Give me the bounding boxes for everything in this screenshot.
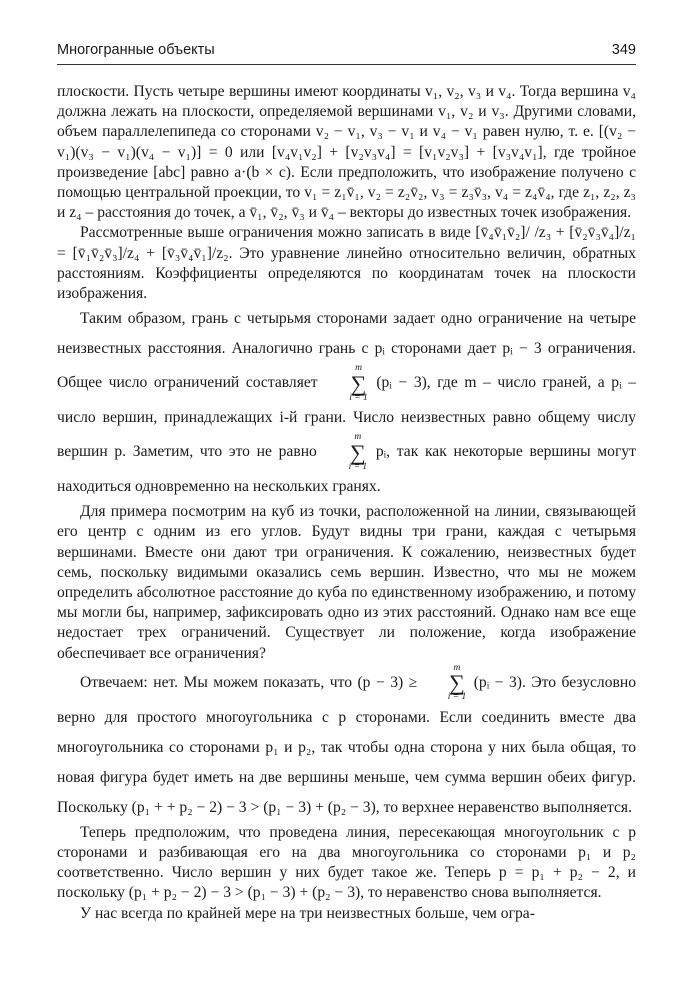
page-body xyxy=(57,82,636,924)
summation-symbol xyxy=(326,364,368,403)
paragraph-3-part-c: pᵢ, так как некоторые вершины могут находиться одновременно на нескольких гранях. xyxy=(57,443,636,496)
paragraph-1: плоскости. Пусть четыре вершины имеют координаты v₁, v₂, v₃ и v₄. Тогда вершина v₄ должна лежать на плоскости, определяемой вершинами v₁, v₂ и v₃. Другими словами, объем параллелепипеда со сторонами v₂ − v₁, v₃ − v₁ и v₄ − v₁ равен нулю, т. е. [(v₂ − v₁)(v₃ − v₁)(v₄ − v₁)] = 0 или [v₄v₁v₂] + [v₂v₃v₄] = [v₁v₂v₃] + [v₃v₄v₁], где тройное произведение [abc] равно a·(b × c). Если предположить, что изображение получено с помощью центральной проекции, то v₁ = z₁v̄₁, v₂ = z₂v̄₂, v₃ = z₃v̄₃, v₄ = z₄v̄₄, где z₁, z₂, z₃ и z₄ – расстояния до точек, а v̄₁, v̄₂, v̄₃ и v̄₄ – векторы до известных точек изображения. xyxy=(57,83,636,222)
page-number: 349 xyxy=(611,42,636,58)
paragraph-3 xyxy=(57,304,636,502)
sum-sigma: ∑ xyxy=(350,439,366,465)
paragraph-3-part-a: Таким образом, грань с четырьмя сторонами задает одно ограничение на четыре неизвестных расстояния. Аналогично грань с pᵢ сторонами дает pᵢ − 3 ограничения. Общее число ограничений составляет xyxy=(57,310,636,392)
summation-symbol xyxy=(425,664,467,703)
sum-upper-limit: m xyxy=(355,363,362,374)
sum-lower-limit: i = 1 xyxy=(447,692,467,703)
running-header xyxy=(57,40,636,65)
paragraph-7: У нас всегда по крайней мере на три неизвестных больше, чем огра- xyxy=(80,904,535,922)
sum-upper-limit: m xyxy=(453,662,461,673)
summation-symbol xyxy=(326,433,368,472)
paragraph-2: Рассмотренные выше ограничения можно записать в виде [v̄₄v̄₁v̄₂]/ /z₃ + [v̄₂v̄₃v̄₄]/z₁ = [v̄₁v̄₂v̄₃]/z₄ + [v̄₃v̄₄v̄₁]/z₂. Это уравнение линейно относительно величин, обратных расстояниям. Коэффициенты определяются по координатам точек на плоскости изображения. xyxy=(57,224,636,303)
paragraph-5-part-a: Отвечаем: нет. Мы можем показать, что (p − 3) ≥ xyxy=(80,673,418,691)
paragraph-5-part-b: (pᵢ − 3). Это безусловно верно для простого многоугольника с p сторонами. Если соединить вместе два многоугольника со сторонами p₁ и p₂, так чтобы одна сторона у них была общая, то новая фигура будет иметь на две вершины меньше, чем сумма вершин обеих фигур. Поскольку (p₁ + + p₂ − 2) − 3 > (p₁ − 3) + (p₂ − 3), то верхнее неравенство выполняется. xyxy=(57,673,636,816)
paragraph-5 xyxy=(57,664,636,823)
sum-upper-limit: m xyxy=(354,432,362,443)
sum-sigma: ∑ xyxy=(449,670,465,696)
sum-sigma: ∑ xyxy=(350,370,367,396)
paragraph-3-part-b: (pᵢ − 3), где m – число граней, а pᵢ – число вершин, принадлежащих i-й грани. Число неизвестных равно общему числу вершин p. Заметим, что это не равно xyxy=(57,374,637,461)
sum-lower-limit: i = 1 xyxy=(348,461,368,472)
paragraph-4: Для примера посмотрим на куб из точки, расположенной на линии, связывающей его центр с одним из его углов. Будут видны три грани, каждая с четырьмя вершинами. Вместе они дают три ограничения. К сожалению, неизвестных будет семь, поскольку видимыми оказались семь вершин. Известно, что мы не можем определить абсолютное расстояние до куба по единственному изображению, и потому мы могли бы, например, зафиксировать одно из этих расстояний. Однако нам все еще недостает трех ограничений. Существует ли положение, когда изображение обеспечивает все ограничения? xyxy=(57,503,636,662)
paragraph-6: Теперь предположим, что проведена линия, пересекающая многоугольник с p сторонами и разбивающая его на два многоугольника со сторонами p₁ и p₂ соответственно. Число вершин у них будет такое же. Теперь p = p₁ + p₂ − 2, и поскольку (p₁ + p₂ − 2) − 3 > (p₁ − 3) + (p₂ − 3), то неравенство снова выполняется. xyxy=(57,823,636,902)
chapter-title: Многогранные объекты xyxy=(57,42,215,58)
sum-lower-limit: i = 1 xyxy=(349,392,368,403)
